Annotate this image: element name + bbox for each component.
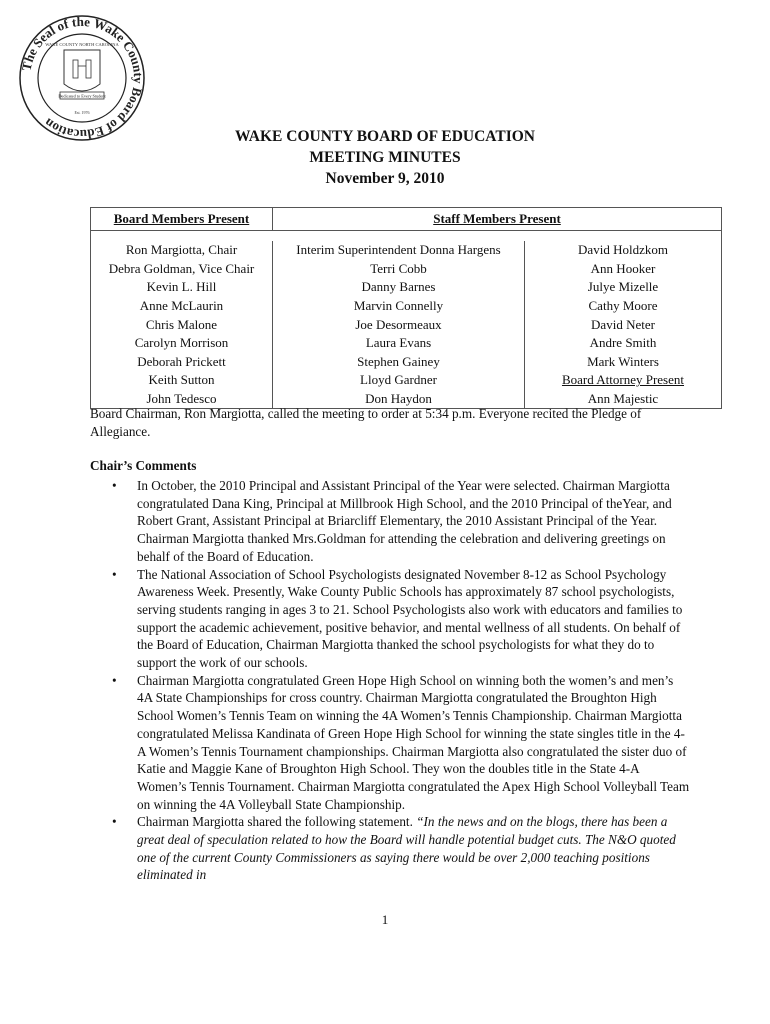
board-attorney-cell: Ann Majestic [587,391,659,407]
seal-est-text: Est. 1976 [74,110,90,115]
board-member-cell: Debra Goldman, Vice Chair [91,260,273,279]
table-row [91,353,722,372]
list-item-quote: “In the news and on the blogs, there has been a great deal of speculation related to how the Board will handle potential budget cuts. The N&O quoted one of the current County Commissioners as saying there would be over 2,000 teaching positions eliminated in [137,814,676,883]
bullet-icon: • [112,566,117,582]
chairs-comments-list [90,477,690,884]
chairs-comments-heading: Chair’s Comments [90,458,197,473]
list-item-text: Chairman Margiotta congratulated Green Hope High School on winning both the women’s and men’s 4A State Championships for cross country. Chairman Margiotta congratulated the Broughton High School Women’s Tennis Team on winning the 4A Women’s Tennis Championship. Chairman Margiotta congratulated Melissa Kandinata of Green Hope High School for winning the state singles title in the 4-A Women’s Tennis Tournament championships. Chairman Margiotta also congratulated the sister duo of Katie and Maggie Kane of Broughton High School. They won the doubles title in the State 4-A Women’s Tennis Tournament. Chairman Margiotta congratulated the Apex High School Volleyball Team on winning the 4A Volleyball State Championship. [137,672,690,812]
staff-member-cell: Mark Winters [587,353,659,369]
members-present-table [90,207,722,409]
staff-member-cell: Joe Desormeaux [273,315,525,334]
page-number: 1 [381,912,389,927]
table-row [91,241,722,260]
list-item [90,672,690,814]
board-members-header: Board Members Present [91,208,273,231]
staff-member-cell: David Holdzkom [578,242,668,258]
bullet-icon: • [112,478,117,493]
table-row [91,334,722,353]
list-item-lead: Chairman Margiotta shared the following statement. [137,814,417,830]
bullet-icon: • [112,814,117,830]
board-member-cell: Deborah Prickett [91,353,273,372]
staff-member-cell: Stephen Gainey [273,353,525,372]
board-member-cell: John Tedesco [91,390,273,409]
list-item [90,813,690,884]
intro-paragraph: Board Chairman, Ron Margiotta, called the meeting to order at 5:34 p.m. Everyone recited the Pledge of Allegiance. [90,406,642,439]
staff-member-cell: Interim Superintendent Donna Hargens [273,241,525,260]
staff-member-cell: Danny Barnes [273,278,525,297]
staff-member-cell: Terri Cobb [273,260,525,279]
table-row [91,371,722,390]
staff-member-cell: Ann Hooker [590,260,656,276]
list-item-text: The National Association of School Psychologists designated November 8-12 as School Psychology Awareness Week. Presently, Wake County Public Schools has approximately 87 school psychologists, serving students ranging in ages 3 to 21. School Psychologists also work with educators and families to support the academic achievement, positive behavior, and mental wellness of all students. On behalf of the Board of Education, Chairman Margiotta thanked the school psychologists for what they do to support the work of our schools. [137,566,683,671]
document-header [0,126,770,189]
list-item [90,566,690,672]
staff-member-cell: David Neter [591,316,655,332]
staff-member-cell: Laura Evans [273,334,525,353]
seal-banner-text: Dedicated to Every Student [58,93,106,99]
staff-member-cell: Lloyd Gardner [273,371,525,390]
header-organization: WAKE COUNTY BOARD OF EDUCATION [235,128,535,145]
bullet-icon: • [112,672,117,688]
table-row [91,278,722,297]
members-table-header-row [91,208,722,231]
board-member-cell: Anne McLaurin [91,297,273,316]
board-attorney-header: Board Attorney Present [561,372,685,388]
header-title: MEETING MINUTES [309,149,461,166]
board-member-cell: Carolyn Morrison [91,334,273,353]
board-member-cell: Kevin L. Hill [91,278,273,297]
staff-member-cell: Andre Smith [589,335,657,351]
table-row [91,260,722,279]
board-seal [18,14,146,142]
board-member-cell: Chris Malone [91,315,273,334]
seal-ring-text: The Seal of the Wake County Board of Education [18,14,146,142]
table-row [91,315,722,334]
list-item-text: In October, the 2010 Principal and Assistant Principal of the Year were selected. Chairman Margiotta congratulated Dana King, Principal at Millbrook High School, and the 2010 Principal of theYear, and Robert Grant, Assistant Principal at Briarcliff Elementary, the 2010 Assistant Principal of the Year. Chairman Margiotta thanked Mrs.Goldman for attending the celebration and delivering greetings on behalf of the Board of Education. [137,478,672,564]
staff-member-cell: Julye Mizelle [587,279,659,295]
staff-member-cell: Don Haydon [273,390,525,409]
staff-members-header: Staff Members Present [433,211,561,226]
list-item [90,477,690,566]
board-member-cell: Keith Sutton [91,371,273,390]
table-row [91,297,722,316]
staff-member-cell: Marvin Connelly [273,297,525,316]
board-member-cell: Ron Margiotta, Chair [91,241,273,260]
header-date: November 9, 2010 [325,170,445,187]
staff-member-cell: Cathy Moore [588,298,658,314]
seal-inner-text: WAKE COUNTY NORTH CAROLINA [45,42,119,47]
